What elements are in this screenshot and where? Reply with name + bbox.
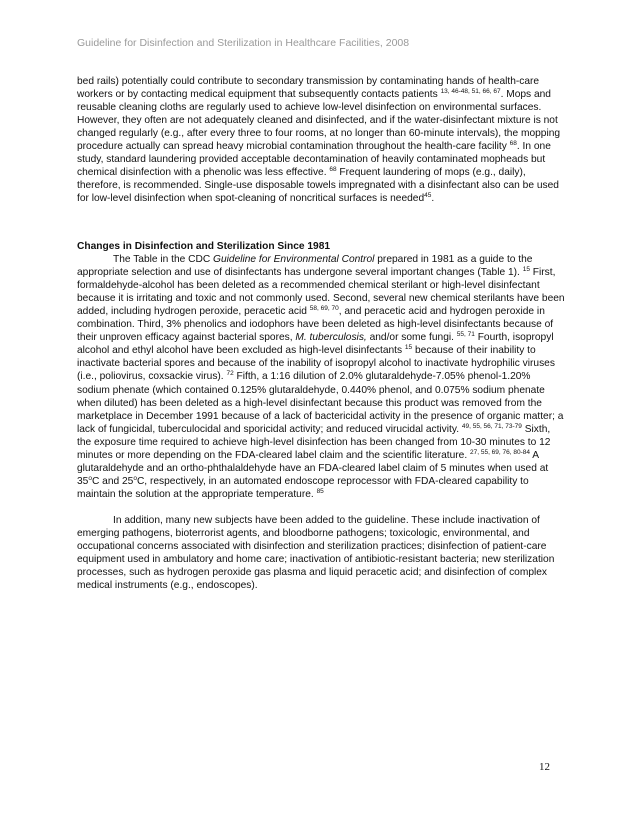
paragraph-gap xyxy=(77,501,566,514)
text-run: C, respectively, in an automated endoscope reprocessor with FDA-cleared capability to maintain the solution at the appropriate temperature. xyxy=(77,475,529,500)
text-run: . xyxy=(431,193,435,205)
section-heading: Changes in Disinfection and Sterilization Since 1981 xyxy=(77,241,331,252)
text-run: and/or some fungi. xyxy=(366,332,457,344)
text-run: prepared in 1981 as a guide to the appropriate selection and use of disinfectants has undergone several important changes (Table 1). xyxy=(77,254,533,279)
text-run: The Table in the CDC xyxy=(113,254,214,266)
text-run: First, formaldehyde-alcohol has been deleted as a recommended chemical sterilant or high-level disinfectant because it is irritating and toxic and not commonly used. Second, several new chemical sterilants have been added, including hydrogen peroxide, peracetic acid xyxy=(77,267,565,318)
citation-superscript: 27, 55, 69, 76, 80-84 xyxy=(470,448,530,456)
text-run: Fourth, isopropyl alcohol and ethyl alcohol have been excluded as high-level disinfectants xyxy=(77,332,554,357)
text-run: bed rails) potentially could contribute to secondary transmission by contaminating hands of health-care workers or by contacting medical equipment that subsequently contacts patients xyxy=(77,76,540,101)
text-run: . In one study, standard laundering provided acceptable decontamination of heavily contaminated mopheads but chemical disinfection with a phenolic was less effective. xyxy=(77,141,551,179)
italic-organism-name: M. tuberculosis, xyxy=(295,332,367,344)
citation-superscript: 45 xyxy=(424,192,432,200)
citation-superscript: 15 xyxy=(404,344,413,352)
citation-superscript: 49, 55, 56, 71, 73-79 xyxy=(461,422,522,430)
italic-title: Guideline for Environmental Control xyxy=(213,254,375,266)
paragraph-text: In addition, many new subjects have been added to the guideline. These include inactivation of emerging pathogens, bioterrorist agents, and bloodborne pathogens; toxicologic, environmental, and occupational concerns associated with disinfection and sterilization practices; disinfection of patient-care equipment used in ambulatory and home care; inactivation of antibiotic-resistant bacteria; new sterilization processes, such as hydrogen peroxide gas plasma and liquid peracetic acid; and disinfection of complex medical instruments (e.g., endoscopes). xyxy=(77,514,555,592)
citation-superscript: 13, 46-48, 51, 66, 67 xyxy=(440,88,501,96)
citation-superscript: 55, 71 xyxy=(456,331,475,339)
degree-superscript: o xyxy=(88,474,92,482)
citation-superscript: 68 xyxy=(329,166,337,174)
citation-superscript: 85 xyxy=(316,487,324,495)
text-run: because of their inability to inactivate bacterial spores and because of the inability of isopropyl alcohol to inactivate hydrophilic viruses (i.e., poliovirus, coxsackie virus). xyxy=(77,345,555,383)
running-header: Guideline for Disinfection and Sterilization in Healthcare Facilities, 2008 xyxy=(77,37,410,49)
section-changes-since-1981 xyxy=(77,240,566,592)
paragraph-text xyxy=(77,75,566,205)
text-run: . Mops and reusable cleaning cloths are regularly used to achieve low-level disinfection on environmental surfaces. However, they often are not adequately cleaned and disinfected, and if the water-disinfectant mixture is not changed regularly (e.g., after every three to four rooms, at no longer than 60-minute intervals), the mopping procedure actually can spread heavy microbial contamination throughout the health-care facility xyxy=(77,89,561,153)
citation-superscript: 15 xyxy=(522,266,530,274)
text-run: Frequent laundering of mops (e.g., daily), therefore, is recommended. Single-use disposable towels impregnated with a disinfectant also can be used for low-level disinfection when spot-cleaning of noncritical surfaces is needed xyxy=(77,167,559,205)
citation-superscript: 68 xyxy=(509,140,517,148)
page-number: 12 xyxy=(539,761,550,773)
text-run: C and 25 xyxy=(91,475,134,487)
text-run: Fifth, a 1:16 dilution of 2.0% glutaraldehyde-7.05% phenol-1.20% sodium phenate (which contained 0.125% glutaraldehyde, 0.440% phenol, and 0.075% sodium phenate when diluted) has been deleted as a high-level disinfectant because this product was removed from the marketplace in December 1991 because of a lack of bactericidal activity in the presence of organic matter; a lack of fungicidal, tuberculocidal and sporicidal activity; and reduced virucidal activity. xyxy=(77,371,564,435)
continuation-paragraph xyxy=(77,75,566,205)
citation-superscript: 72 xyxy=(226,370,234,378)
text-run: Sixth, the exposure time required to achieve high-level disinfection has been changed from 10-30 minutes to 12 minutes or more depending on the FDA-cleared label claim and the scientific literature. xyxy=(77,423,551,461)
citation-superscript: 58, 69, 70 xyxy=(309,305,339,313)
degree-superscript: o xyxy=(133,474,137,482)
text-run: A glutaraldehyde and an ortho-phthalaldehyde have an FDA-cleared label claim of 5 minutes when used at 35 xyxy=(77,449,549,487)
paragraph-text xyxy=(77,253,566,501)
text-run: , and peracetic acid and hydrogen peroxide in combination. Third, 3% phenolics and iodophors have been deleted as high-level disinfectants because of their unproven efficacy against bacterial spores, xyxy=(77,306,554,344)
